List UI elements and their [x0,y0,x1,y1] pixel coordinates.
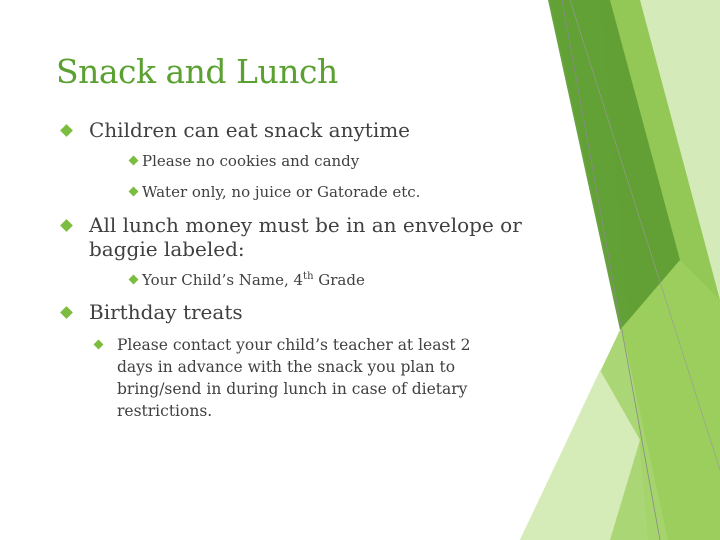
label-suffix: Grade [313,271,365,289]
bullet-lunch-money [56,213,522,261]
bullet-snack-text: Children can eat snack anytime [89,118,411,142]
bullet-contact [93,334,470,422]
label-superscript: th [303,271,314,282]
bullet-birthday-text: Birthday treats [89,300,243,324]
diamond-bullet-icon [129,275,139,285]
bullet-snack [56,118,410,142]
bullet-lunch-money-text [89,213,522,261]
slide-title: Snack and Lunch [56,52,338,91]
diamond-bullet-icon [60,219,73,232]
diamond-bullet-icon [60,124,73,137]
label-prefix: Your Child’s Name, 4 [142,271,304,289]
bullet-birthday [56,300,243,324]
bullet-no-cookies [128,151,359,171]
diamond-bullet-icon [129,156,139,166]
bullet-label-text [142,270,365,290]
bullet-lunch-money-line2: baggie labeled: [89,237,245,261]
bullet-lunch-money-line1: All lunch money must be in an envelope or [89,213,522,237]
bullet-water [128,182,420,202]
contact-line1: Please contact your child’s teacher at least 2 [117,336,471,354]
diamond-bullet-icon [60,306,73,319]
diamond-bullet-icon [94,340,104,350]
contact-line4: restrictions. [117,402,213,420]
contact-line3: bring/send in during lunch in case of dietary [117,380,468,398]
bullet-label [128,270,365,290]
bullet-contact-text [117,334,470,422]
bullet-no-cookies-text: Please no cookies and candy [142,152,360,170]
contact-line2: days in advance with the snack you plan to [117,358,456,376]
diamond-bullet-icon [129,187,139,197]
bullet-water-text: Water only, no juice or Gatorade etc. [142,183,421,201]
